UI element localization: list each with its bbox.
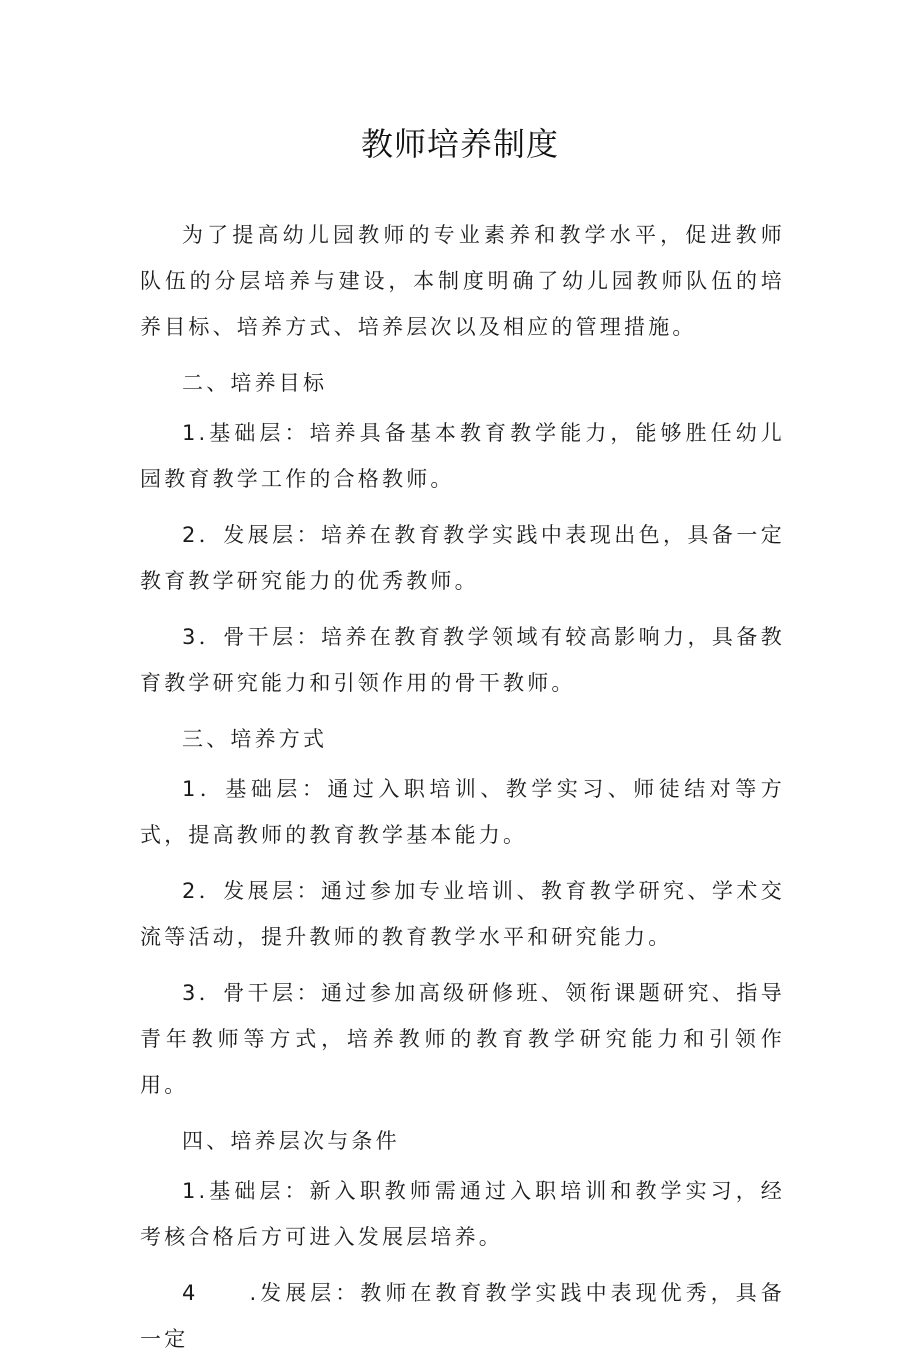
levels-item-2: 4 .发展层：教师在教育教学实践中表现优秀，具备一定 xyxy=(140,1281,785,1351)
goals-item-3: 3．骨干层：培养在教育教学领域有较高影响力，具备教育教学研究能力和引领作用的骨干教师。 xyxy=(140,625,785,695)
levels-item-1: 1.基础层：新入职教师需通过入职培训和教学实习，经考核合格后方可进入发展层培养。 xyxy=(140,1179,785,1249)
methods-item-2: 2．发展层：通过参加专业培训、教育教学研究、学术交流等活动，提升教师的教育教学水平和研究能力。 xyxy=(140,879,785,949)
section-heading-levels: 四、培养层次与条件 xyxy=(182,1129,400,1153)
goals-item-1: 1.基础层：培养具备基本教育教学能力，能够胜任幼儿园教育教学工作的合格教师。 xyxy=(140,421,785,491)
methods-item-1: 1．基础层：通过入职培训、教学实习、师徒结对等方式，提高教师的教育教学基本能力。 xyxy=(140,777,785,847)
intro-paragraph: 为了提高幼儿园教师的专业素养和教学水平，促进教师队伍的分层培养与建设，本制度明确了幼儿园教师队伍的培养目标、培养方式、培养层次以及相应的管理措施。 xyxy=(140,223,785,339)
document-title: 教师培养制度 xyxy=(360,125,559,163)
section-heading-goals: 二、培养目标 xyxy=(182,371,328,395)
methods-item-3: 3．骨干层：通过参加高级研修班、领衔课题研究、指导青年教师等方式，培养教师的教育教学研究能力和引领作用。 xyxy=(140,981,785,1097)
document-body xyxy=(140,212,785,1366)
goals-item-2: 2．发展层：培养在教育教学实践中表现出色，具备一定教育教学研究能力的优秀教师。 xyxy=(140,523,785,593)
section-heading-methods: 三、培养方式 xyxy=(182,727,328,751)
